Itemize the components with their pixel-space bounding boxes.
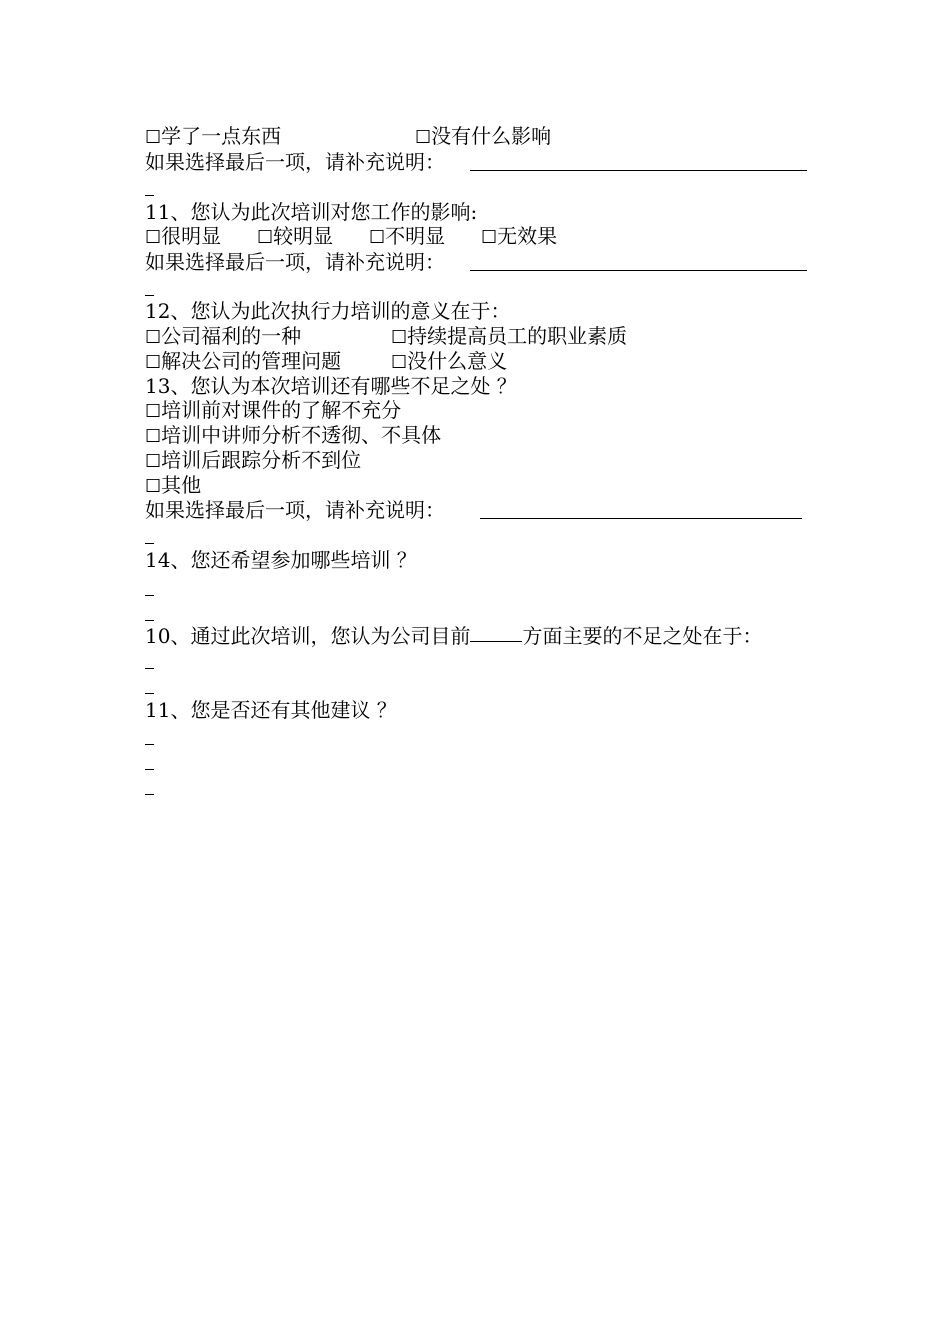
checkbox-option[interactable]: ☐解决公司的管理问题 <box>145 349 342 373</box>
checkbox-icon[interactable]: ☐ <box>145 127 162 148</box>
checkbox-option[interactable]: ☐学了一点东西 <box>145 124 282 148</box>
q13-explain-blank[interactable] <box>480 518 802 519</box>
checkbox-option[interactable]: ☐持续提高员工的职业素质 <box>391 324 628 348</box>
q11-title: 11、您认为此次培训对您工作的影响: <box>145 200 478 224</box>
checkbox-icon[interactable]: ☐ <box>369 227 386 248</box>
answer-blank-line[interactable] <box>145 744 154 745</box>
checkbox-icon[interactable]: ☐ <box>145 426 162 447</box>
checkbox-option[interactable]: ☐没什么意义 <box>391 349 508 373</box>
blank-line-continuation <box>145 543 154 544</box>
checkbox-option[interactable]: ☐较明显 <box>257 224 334 248</box>
checkbox-icon[interactable]: ☐ <box>145 451 162 472</box>
q11-explain-blank[interactable] <box>470 270 807 271</box>
checkbox-icon[interactable]: ☐ <box>145 352 162 373</box>
answer-blank-line[interactable] <box>145 595 154 596</box>
q10b-title: 10、通过此次培训，您认为公司目前 方面主要的不足之处在于： <box>145 624 763 648</box>
checkbox-option[interactable]: ☐培训后跟踪分析不到位 <box>145 448 362 472</box>
answer-blank-line[interactable] <box>145 668 154 669</box>
q12-title: 12、您认为此次执行力培训的意义在于： <box>145 299 511 323</box>
q14-title: 14、您还希望参加哪些培训 ？ <box>145 548 417 572</box>
answer-blank-line[interactable] <box>145 794 154 795</box>
checkbox-icon[interactable]: ☐ <box>145 401 162 422</box>
blank-line-continuation <box>145 295 154 296</box>
q10-explain-blank[interactable] <box>470 170 807 171</box>
q10-explain-label: 如果选择最后一项，请补充说明： <box>145 150 445 174</box>
checkbox-icon[interactable]: ☐ <box>415 127 432 148</box>
checkbox-icon[interactable]: ☐ <box>145 327 162 348</box>
checkbox-option[interactable]: ☐不明显 <box>369 224 446 248</box>
checkbox-icon[interactable]: ☐ <box>257 227 274 248</box>
answer-blank-line[interactable] <box>145 769 154 770</box>
checkbox-option[interactable]: ☐没有什么影响 <box>415 124 552 148</box>
checkbox-option[interactable]: ☐无效果 <box>481 224 558 248</box>
checkbox-option[interactable]: ☐很明显 <box>145 224 222 248</box>
q13-title: 13、您认为本次培训还有哪些不足之处 ？ <box>145 374 517 398</box>
checkbox-option[interactable]: ☐培训中讲师分析不透彻、不具体 <box>145 423 442 447</box>
blank-line-continuation <box>145 195 154 196</box>
checkbox-option[interactable]: ☐其他 <box>145 473 202 497</box>
checkbox-option[interactable]: ☐培训前对课件的了解不充分 <box>145 398 402 422</box>
checkbox-icon[interactable]: ☐ <box>481 227 498 248</box>
checkbox-icon[interactable]: ☐ <box>145 476 162 497</box>
answer-blank-line[interactable] <box>145 620 154 621</box>
checkbox-icon[interactable]: ☐ <box>391 327 408 348</box>
q11b-title: 11、您是否还有其他建议 ？ <box>145 698 397 722</box>
q11-explain-label: 如果选择最后一项，请补充说明： <box>145 250 445 274</box>
checkbox-icon[interactable]: ☐ <box>145 227 162 248</box>
answer-blank-line[interactable] <box>145 693 154 694</box>
checkbox-icon[interactable]: ☐ <box>391 352 408 373</box>
q13-explain-label: 如果选择最后一项，请补充说明： <box>145 498 445 522</box>
checkbox-option[interactable]: ☐公司福利的一种 <box>145 324 302 348</box>
inline-fill-blank[interactable] <box>470 641 522 642</box>
